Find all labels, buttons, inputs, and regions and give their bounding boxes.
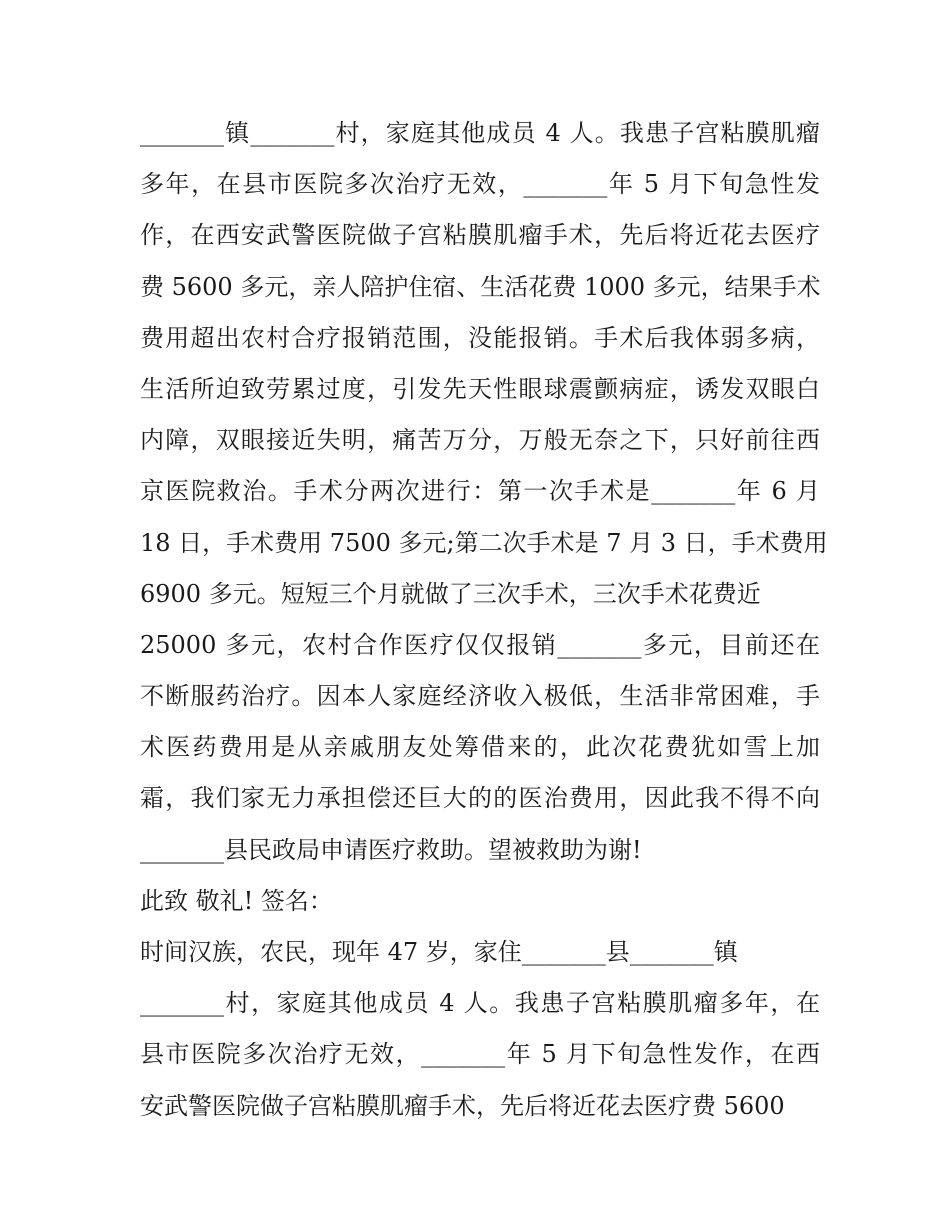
text-line: 费用超出农村合疗报销范围，没能报销。手术后我体弱多病， (140, 323, 820, 352)
text-line: 时间汉族，农民，现年 47 岁，家住_______县_______镇 (140, 938, 738, 966)
closing-signature-line: 此致 敬礼! 签名： (140, 886, 333, 915)
paragraph-end-line: _______县民政局申请医疗救助。望被救助为谢! (140, 835, 642, 864)
text-line: 生活所迫致劳累过度，引发先天性眼球震颤病症，诱发双眼白 (140, 374, 820, 403)
text-line: 不断服药治疗。因本人家庭经济收入极低，生活非常困难，手 (140, 682, 820, 711)
text-line: 18 日，手术费用 7500 多元;第二次手术是 7 月 3 日，手术费用 (140, 528, 828, 557)
text-line: 内障，双眼接近失明，痛苦万分，万般无奈之下，只好前往西 (140, 426, 820, 455)
text-line: 术医药费用是从亲戚朋友处筹借来的，此次花费犹如雪上加 (140, 733, 820, 762)
text-line: _______镇_______村，家庭其他成员 4 人。我患子宫粘膜肌瘤 (140, 119, 820, 147)
text-line: 多年，在县市医院多次治疗无效，_______年 5 月下旬急性发 (140, 170, 820, 199)
text-line: 京医院救治。手术分两次进行：第一次手术是_______年 6 月 (140, 477, 820, 506)
text-line: 6900 多元。短短三个月就做了三次手术，三次手术花费近 (140, 579, 761, 608)
text-line: 霜，我们家无力承担偿还巨大的的医治费用，因此我不得不向 (140, 784, 820, 813)
text-line: 费 5600 多元，亲人陪护住宿、生活花费 1000 多元，结果手术 (140, 272, 821, 301)
text-line: 作，在西安武警医院做子宫粘膜肌瘤手术，先后将近花去医疗 (140, 221, 820, 250)
text-line: _______村，家庭其他成员 4 人。我患子宫粘膜肌瘤多年，在 (140, 989, 820, 1018)
text-line: 25000 多元，农村合作医疗仅仅报销_______多元，目前还在 (140, 630, 820, 659)
text-line: 安武警医院做子宫粘膜肌瘤手术，先后将近花去医疗费 5600 (140, 1091, 785, 1120)
document-body (140, 108, 828, 1132)
text-line: 县市医院多次治疗无效，_______年 5 月下旬急性发作，在西 (140, 1040, 820, 1069)
